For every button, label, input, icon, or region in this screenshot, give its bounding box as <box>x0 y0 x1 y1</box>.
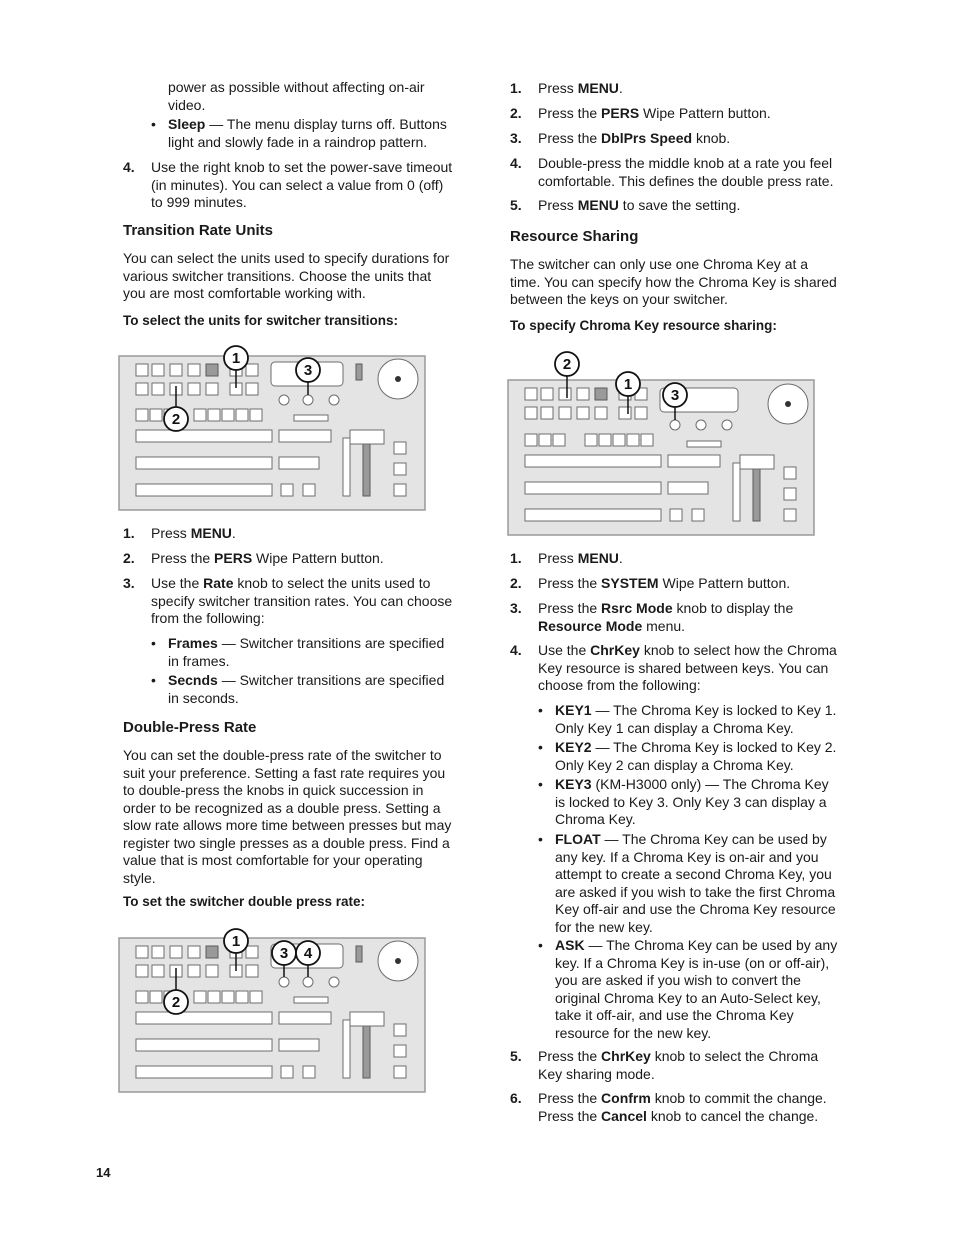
svg-text:2: 2 <box>562 356 572 373</box>
section-heading: Resource Sharing <box>510 228 639 245</box>
switcher-panel-figure-1 <box>118 343 430 513</box>
switcher-panel-figure-2 <box>505 348 817 538</box>
switcher-panel-figure-3 <box>118 926 430 1096</box>
svg-text:3: 3 <box>279 945 289 962</box>
svg-text:2: 2 <box>171 994 181 1011</box>
svg-text:1: 1 <box>231 350 241 367</box>
continued-text: power as possible without affecting on-air video. <box>168 79 425 113</box>
panel-art <box>119 356 425 510</box>
section-paragraph: You can set the double-press rate of the switcher to suit your preference. Setting a fast rate requires you to double-press the knobs in quick succession in order to be recognized as a double press. Setting a slow rate allows more time between presses but may register two single presses as a double press. Find a value that is most comfortable for your operating style. <box>123 747 452 886</box>
section-paragraph: The switcher can only use one Chroma Key at a time. You can specify how the Chroma Key is shared between the keys on your switcher. <box>510 256 837 307</box>
svg-text:2: 2 <box>171 411 181 428</box>
bullet-term: Sleep <box>168 116 206 132</box>
bullet-dot: • <box>151 116 156 132</box>
svg-text:3: 3 <box>303 362 313 379</box>
step-number: 4. <box>123 159 135 175</box>
panel-art <box>119 938 425 1092</box>
procedure-title: To select the units for switcher transitions: <box>123 313 399 328</box>
step-text: Use the right knob to set the power-save timeout (in minutes). You can select a value from 0 (off) to 999 minutes. <box>151 159 453 210</box>
section-paragraph: You can select the units used to specify durations for various switcher transitions. Choose the units that you are most comfortable working with. <box>123 250 450 301</box>
panel-art <box>508 380 814 535</box>
svg-text:4: 4 <box>303 945 313 962</box>
svg-text:1: 1 <box>623 376 633 393</box>
bullet-text: — The menu display turns off. Buttons light and slowly fade in a raindrop pattern. <box>168 116 447 150</box>
svg-text:3: 3 <box>670 387 680 404</box>
section-heading: Double-Press Rate <box>123 719 257 736</box>
page-number: 14 <box>96 1165 111 1180</box>
section-heading: Transition Rate Units <box>123 222 274 239</box>
procedure-title: To set the switcher double press rate: <box>123 894 366 909</box>
svg-text:1: 1 <box>231 933 241 950</box>
procedure-title: To specify Chroma Key resource sharing: <box>510 318 777 333</box>
